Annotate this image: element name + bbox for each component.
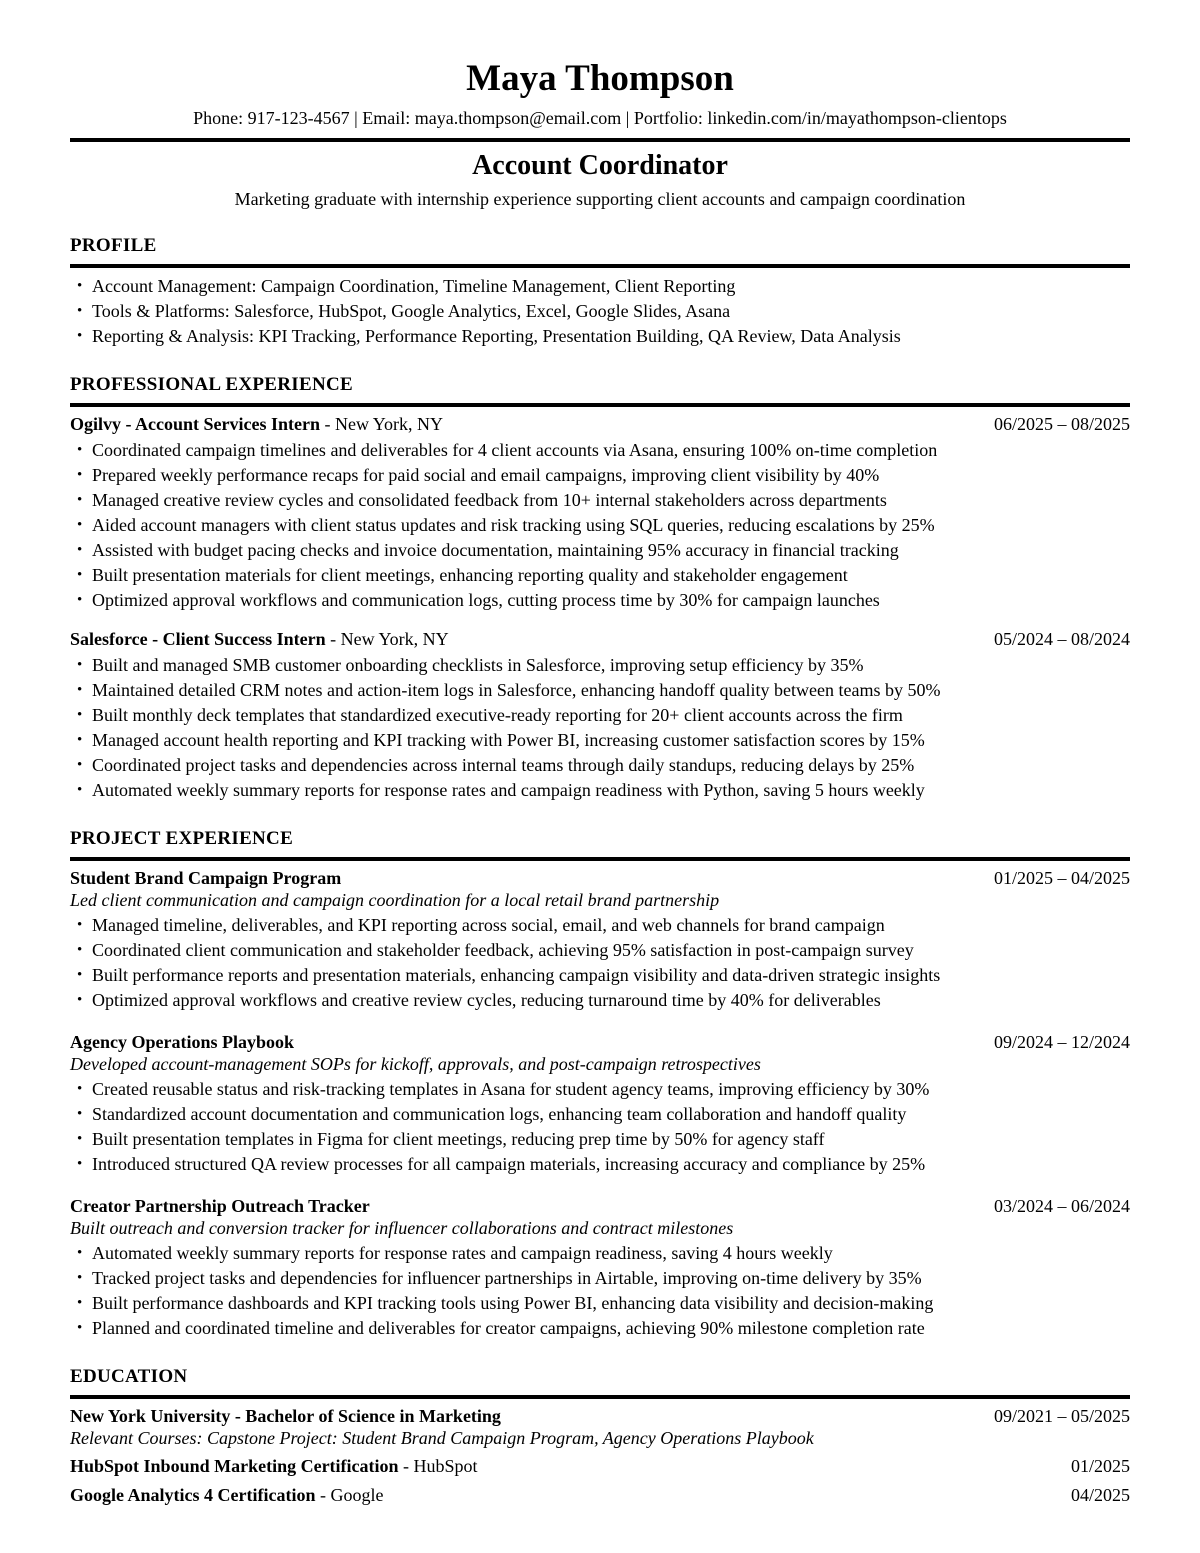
project-bullet — [70, 963, 1130, 988]
job-bullet — [70, 588, 1130, 613]
bullet-text: Tools & Platforms: Salesforce, HubSpot, Google Analytics, Excel, Google Slides, Asana — [92, 301, 731, 321]
certification-row — [70, 1484, 1130, 1506]
project-bullet — [70, 1102, 1130, 1127]
bullet-text: Automated weekly summary reports for response rates and campaign readiness, saving 4 hours weekly — [92, 1243, 833, 1263]
degree-dates: 09/2021 – 05/2025 — [993, 1406, 1130, 1426]
section-divider — [70, 403, 1130, 407]
degree-entry — [70, 1405, 1130, 1449]
project-title-line — [70, 1195, 370, 1217]
job-company-role: Ogilvy - Account Services Intern — [70, 414, 320, 434]
bullet-text: Built monthly deck templates that standardized executive-ready reporting for 20+ client accounts across the firm — [92, 705, 903, 725]
bullet-text: Optimized approval workflows and creative review cycles, reducing turnaround time by 40% for deliverables — [92, 990, 881, 1010]
certification-title: HubSpot Inbound Marketing Certification — [70, 1456, 399, 1476]
bullet-text: Automated weekly summary reports for response rates and campaign readiness with Python, saving 5 hours weekly — [92, 780, 925, 800]
project-subtitle: Built outreach and conversion tracker for influencer collaborations and contract milestones — [70, 1218, 734, 1238]
job-bullet — [70, 753, 1130, 778]
degree-header-row — [70, 1405, 1130, 1427]
section-education — [70, 1365, 1130, 1506]
bullet-text: Managed timeline, deliverables, and KPI reporting across social, email, and web channels for brand campaign — [92, 915, 885, 935]
project-header-row — [70, 1195, 1130, 1217]
project-bullet — [70, 988, 1130, 1013]
bullet-text: Introduced structured QA review processes for all campaign materials, increasing accuracy and compliance by 25% — [92, 1154, 926, 1174]
project-bullet — [70, 1241, 1130, 1266]
section-profile — [70, 234, 1130, 349]
bullet-text: Standardized account documentation and communication logs, enhancing team collaboration and handoff quality — [92, 1104, 907, 1124]
job-list — [70, 413, 1130, 803]
project-title: Agency Operations Playbook — [70, 1032, 295, 1052]
project-entry — [70, 867, 1130, 1013]
job-header-row — [70, 628, 1130, 650]
section-divider — [70, 264, 1130, 268]
person-name: Maya Thompson — [466, 58, 734, 99]
job-bullet — [70, 488, 1130, 513]
job-bullet — [70, 778, 1130, 803]
project-entry — [70, 1195, 1130, 1341]
project-bullet — [70, 1316, 1130, 1341]
job-bullet-list — [70, 438, 1130, 613]
job-title-line — [70, 413, 443, 435]
job-entry — [70, 413, 1130, 613]
certification-issuer: - HubSpot — [398, 1456, 478, 1476]
profile-bullet — [70, 274, 1130, 299]
job-company-role: Salesforce - Client Success Intern — [70, 629, 326, 649]
education-heading: EDUCATION — [70, 1366, 188, 1387]
project-dates: 03/2024 – 06/2024 — [993, 1196, 1130, 1216]
project-bullet-list — [70, 913, 1130, 1013]
job-location: - New York, NY — [319, 414, 443, 434]
section-divider — [70, 1395, 1130, 1399]
bullet-text: Managed account health reporting and KPI tracking with Power BI, increasing customer satisfaction scores by 15% — [92, 730, 925, 750]
job-bullet — [70, 463, 1130, 488]
profile-bullet — [70, 299, 1130, 324]
header-divider — [70, 138, 1130, 142]
bullet-text: Built performance reports and presentation materials, enhancing campaign visibility and data-driven strategic insights — [92, 965, 941, 985]
project-bullet — [70, 938, 1130, 963]
project-bullet — [70, 1291, 1130, 1316]
profile-heading: PROFILE — [70, 235, 157, 256]
project-bullet-list — [70, 1077, 1130, 1177]
bullet-text: Built presentation templates in Figma for client meetings, reducing prep time by 50% for agency staff — [92, 1129, 825, 1149]
bullet-text: Coordinated campaign timelines and deliverables for 4 client accounts via Asana, ensuring 100% on-time completion — [92, 440, 938, 460]
job-dates: 06/2025 – 08/2025 — [993, 414, 1130, 434]
project-bullet — [70, 1077, 1130, 1102]
bullet-text: Prepared weekly performance recaps for paid social and email campaigns, improving client visibility by 40% — [92, 465, 880, 485]
bullet-text: Created reusable status and risk-tracking templates in Asana for student agency teams, improving efficiency by 30% — [92, 1079, 930, 1099]
project-bullet — [70, 913, 1130, 938]
job-entry — [70, 628, 1130, 803]
job-bullet — [70, 438, 1130, 463]
bullet-text: Coordinated project tasks and dependencies across internal teams through daily standups, reducing delays by 25% — [92, 755, 915, 775]
degree-title-line — [70, 1405, 501, 1427]
job-bullet — [70, 538, 1130, 563]
certification-issuer: - Google — [315, 1485, 384, 1505]
job-bullet — [70, 678, 1130, 703]
bullet-text: Planned and coordinated timeline and deliverables for creator campaigns, achieving 90% milestone completion rate — [92, 1318, 925, 1338]
section-projects — [70, 827, 1130, 1341]
bullet-text: Aided account managers with client status updates and risk tracking using SQL queries, reducing escalations by 25% — [92, 515, 935, 535]
profile-bullet — [70, 324, 1130, 349]
section-divider — [70, 857, 1130, 861]
job-bullet — [70, 728, 1130, 753]
projects-heading: PROJECT EXPERIENCE — [70, 828, 294, 849]
project-subtitle: Led client communication and campaign coordination for a local retail brand partnership — [70, 890, 720, 910]
bullet-text: Maintained detailed CRM notes and action-item logs in Salesforce, enhancing handoff quality between teams by 50% — [92, 680, 941, 700]
project-title: Student Brand Campaign Program — [70, 868, 342, 888]
contact-line: Phone: 917-123-4567 | Email: maya.thompson@email.com | Portfolio: linkedin.com/in/mayathompson-clientops — [193, 108, 1007, 128]
bullet-text: Built performance dashboards and KPI tracking tools using Power BI, enhancing data visibility and decision-making — [92, 1293, 934, 1313]
project-dates: 09/2024 – 12/2024 — [993, 1032, 1130, 1052]
project-bullet — [70, 1127, 1130, 1152]
project-bullet — [70, 1266, 1130, 1291]
project-title: Creator Partnership Outreach Tracker — [70, 1196, 370, 1216]
certification-title: Google Analytics 4 Certification — [70, 1485, 316, 1505]
job-bullet — [70, 563, 1130, 588]
project-entry — [70, 1031, 1130, 1177]
bullet-text: Tracked project tasks and dependencies for influencer partnerships in Airtable, improving on-time delivery by 35% — [92, 1268, 922, 1288]
job-bullet — [70, 513, 1130, 538]
job-header-row — [70, 413, 1130, 435]
summary-line: Marketing graduate with internship experience supporting client accounts and campaign coordination — [234, 189, 966, 209]
certification-dates: 01/2025 — [1070, 1456, 1130, 1476]
degree-title: New York University - Bachelor of Science in Marketing — [70, 1406, 501, 1426]
job-bullet — [70, 653, 1130, 678]
project-header-row — [70, 867, 1130, 889]
job-bullet-list — [70, 653, 1130, 803]
bullet-text: Built and managed SMB customer onboarding checklists in Salesforce, improving setup efficiency by 35% — [92, 655, 864, 675]
project-list — [70, 867, 1130, 1341]
bullet-text: Optimized approval workflows and communication logs, cutting process time by 30% for campaign launches — [92, 590, 880, 610]
project-title-line — [70, 867, 341, 889]
project-subtitle: Developed account-management SOPs for kickoff, approvals, and post-campaign retrospectives — [70, 1054, 761, 1074]
bullet-text: Reporting & Analysis: KPI Tracking, Performance Reporting, Presentation Building, QA Review, Data Analysis — [92, 326, 901, 346]
certification-title-line — [70, 1484, 383, 1506]
project-header-row — [70, 1031, 1130, 1053]
project-bullet — [70, 1152, 1130, 1177]
bullet-text: Coordinated client communication and stakeholder feedback, achieving 95% satisfaction in post-campaign survey — [92, 940, 914, 960]
project-bullet-list — [70, 1241, 1130, 1341]
bullet-text: Assisted with budget pacing checks and invoice documentation, maintaining 95% accuracy in financial tracking — [92, 540, 899, 560]
degree-subtitle: Relevant Courses: Capstone Project: Student Brand Campaign Program, Agency Operations Playbook — [70, 1428, 814, 1448]
job-location: - New York, NY — [325, 629, 449, 649]
job-title-line — [70, 628, 449, 650]
section-experience — [70, 373, 1130, 803]
project-title-line — [70, 1031, 294, 1053]
project-dates: 01/2025 – 04/2025 — [993, 868, 1130, 888]
bullet-text: Built presentation materials for client meetings, enhancing reporting quality and stakeholder engagement — [92, 565, 848, 585]
target-role-title: Account Coordinator — [472, 150, 728, 181]
resume-header — [70, 58, 1130, 210]
bullet-text: Account Management: Campaign Coordination, Timeline Management, Client Reporting — [92, 276, 736, 296]
certification-title-line — [70, 1455, 478, 1477]
job-dates: 05/2024 – 08/2024 — [993, 629, 1130, 649]
certification-list — [70, 1455, 1130, 1506]
experience-heading: PROFESSIONAL EXPERIENCE — [70, 374, 353, 395]
certification-row — [70, 1455, 1130, 1477]
certification-dates: 04/2025 — [1070, 1485, 1130, 1505]
bullet-text: Managed creative review cycles and consolidated feedback from 10+ internal stakeholders across departments — [92, 490, 887, 510]
job-bullet — [70, 703, 1130, 728]
profile-bullet-list — [70, 274, 1130, 349]
